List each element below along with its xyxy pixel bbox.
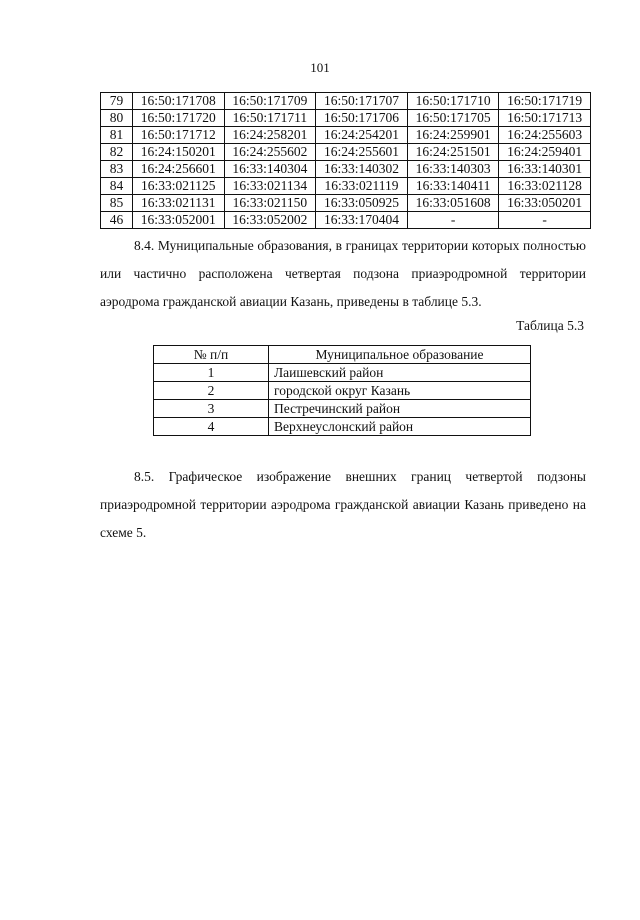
cadastral-cell: 16:24:255601	[316, 144, 408, 161]
cadastral-cell: 16:24:256601	[133, 161, 225, 178]
cadastral-cell: 16:33:021119	[316, 178, 408, 195]
row-number: 85	[101, 195, 133, 212]
table-row	[154, 418, 531, 436]
cadastral-cell: 16:33:052001	[133, 212, 225, 229]
row-number: 83	[101, 161, 133, 178]
cadastral-cell: -	[499, 212, 591, 229]
cadastral-cell: 16:33:050925	[316, 195, 408, 212]
row-number: 1	[154, 364, 269, 382]
municipality-name: Верхнеуслонский район	[269, 418, 531, 436]
paragraph-8-4: 8.4. Муниципальные образования, в границах территории которых полностью или частично расположена четвертая подзона приаэродромной территории аэродрома гражданской авиации Казань, приведены в таблице 5.3.	[100, 238, 586, 309]
cadastral-cell: 16:33:170404	[316, 212, 408, 229]
row-number: 82	[101, 144, 133, 161]
cadastral-cell: 16:50:171711	[224, 110, 316, 127]
row-number: 84	[101, 178, 133, 195]
cadastral-cell: 16:33:140301	[499, 161, 591, 178]
cadastral-cell: 16:24:259901	[407, 127, 499, 144]
table-row	[101, 93, 591, 110]
cadastral-cell: 16:50:171720	[133, 110, 225, 127]
cadastral-cell: 16:24:258201	[224, 127, 316, 144]
cadastral-cell: 16:50:171709	[224, 93, 316, 110]
cadastral-cell: 16:33:052002	[224, 212, 316, 229]
table-header-row	[154, 346, 531, 364]
row-number: 80	[101, 110, 133, 127]
column-header-number: № п/п	[154, 346, 269, 364]
page-number: 101	[310, 60, 330, 75]
row-number: 2	[154, 382, 269, 400]
cadastral-cell: 16:33:021134	[224, 178, 316, 195]
row-number: 46	[101, 212, 133, 229]
table-row	[101, 178, 591, 195]
row-number: 79	[101, 93, 133, 110]
cadastral-cell: 16:50:171706	[316, 110, 408, 127]
cadastral-cell: 16:50:171705	[407, 110, 499, 127]
municipal-table	[153, 345, 531, 436]
table-row	[101, 144, 591, 161]
cadastral-cell: 16:50:171719	[499, 93, 591, 110]
cadastral-cell: 16:24:255603	[499, 127, 591, 144]
municipality-name: городской округ Казань	[269, 382, 531, 400]
column-header-municipality: Муниципальное образование	[269, 346, 531, 364]
paragraph-8-5: 8.5. Графическое изображение внешних границ четвертой подзоны приаэродромной территории аэродрома гражданской авиации Казань приведено на схеме 5.	[100, 469, 586, 540]
municipality-name: Пестречинский район	[269, 400, 531, 418]
municipality-name: Лаишевский район	[269, 364, 531, 382]
row-number: 4	[154, 418, 269, 436]
cadastral-cell: 16:33:140302	[316, 161, 408, 178]
cadastral-cell: 16:50:171712	[133, 127, 225, 144]
table-row	[101, 127, 591, 144]
cadastral-cell: 16:33:140304	[224, 161, 316, 178]
table-row	[154, 382, 531, 400]
cadastral-cell: 16:50:171707	[316, 93, 408, 110]
table-row	[101, 212, 591, 229]
cadastral-cell: -	[407, 212, 499, 229]
cadastral-cell: 16:33:051608	[407, 195, 499, 212]
cadastral-cell: 16:24:254201	[316, 127, 408, 144]
table-caption: Таблица 5.3	[516, 318, 584, 333]
cadastral-cell: 16:33:021150	[224, 195, 316, 212]
cadastral-cell: 16:33:021125	[133, 178, 225, 195]
cadastral-cell: 16:24:251501	[407, 144, 499, 161]
cadastral-table	[100, 92, 591, 229]
cadastral-cell: 16:33:050201	[499, 195, 591, 212]
cadastral-cell: 16:24:255602	[224, 144, 316, 161]
table-row	[101, 161, 591, 178]
row-number: 3	[154, 400, 269, 418]
table-row	[154, 364, 531, 382]
table-row	[101, 110, 591, 127]
table-row	[101, 195, 591, 212]
cadastral-cell: 16:33:140411	[407, 178, 499, 195]
cadastral-cell: 16:24:259401	[499, 144, 591, 161]
row-number: 81	[101, 127, 133, 144]
cadastral-cell: 16:50:171708	[133, 93, 225, 110]
cadastral-cell: 16:50:171710	[407, 93, 499, 110]
cadastral-cell: 16:24:150201	[133, 144, 225, 161]
cadastral-cell: 16:33:140303	[407, 161, 499, 178]
cadastral-cell: 16:50:171713	[499, 110, 591, 127]
table-row	[154, 400, 531, 418]
cadastral-cell: 16:33:021128	[499, 178, 591, 195]
cadastral-cell: 16:33:021131	[133, 195, 225, 212]
